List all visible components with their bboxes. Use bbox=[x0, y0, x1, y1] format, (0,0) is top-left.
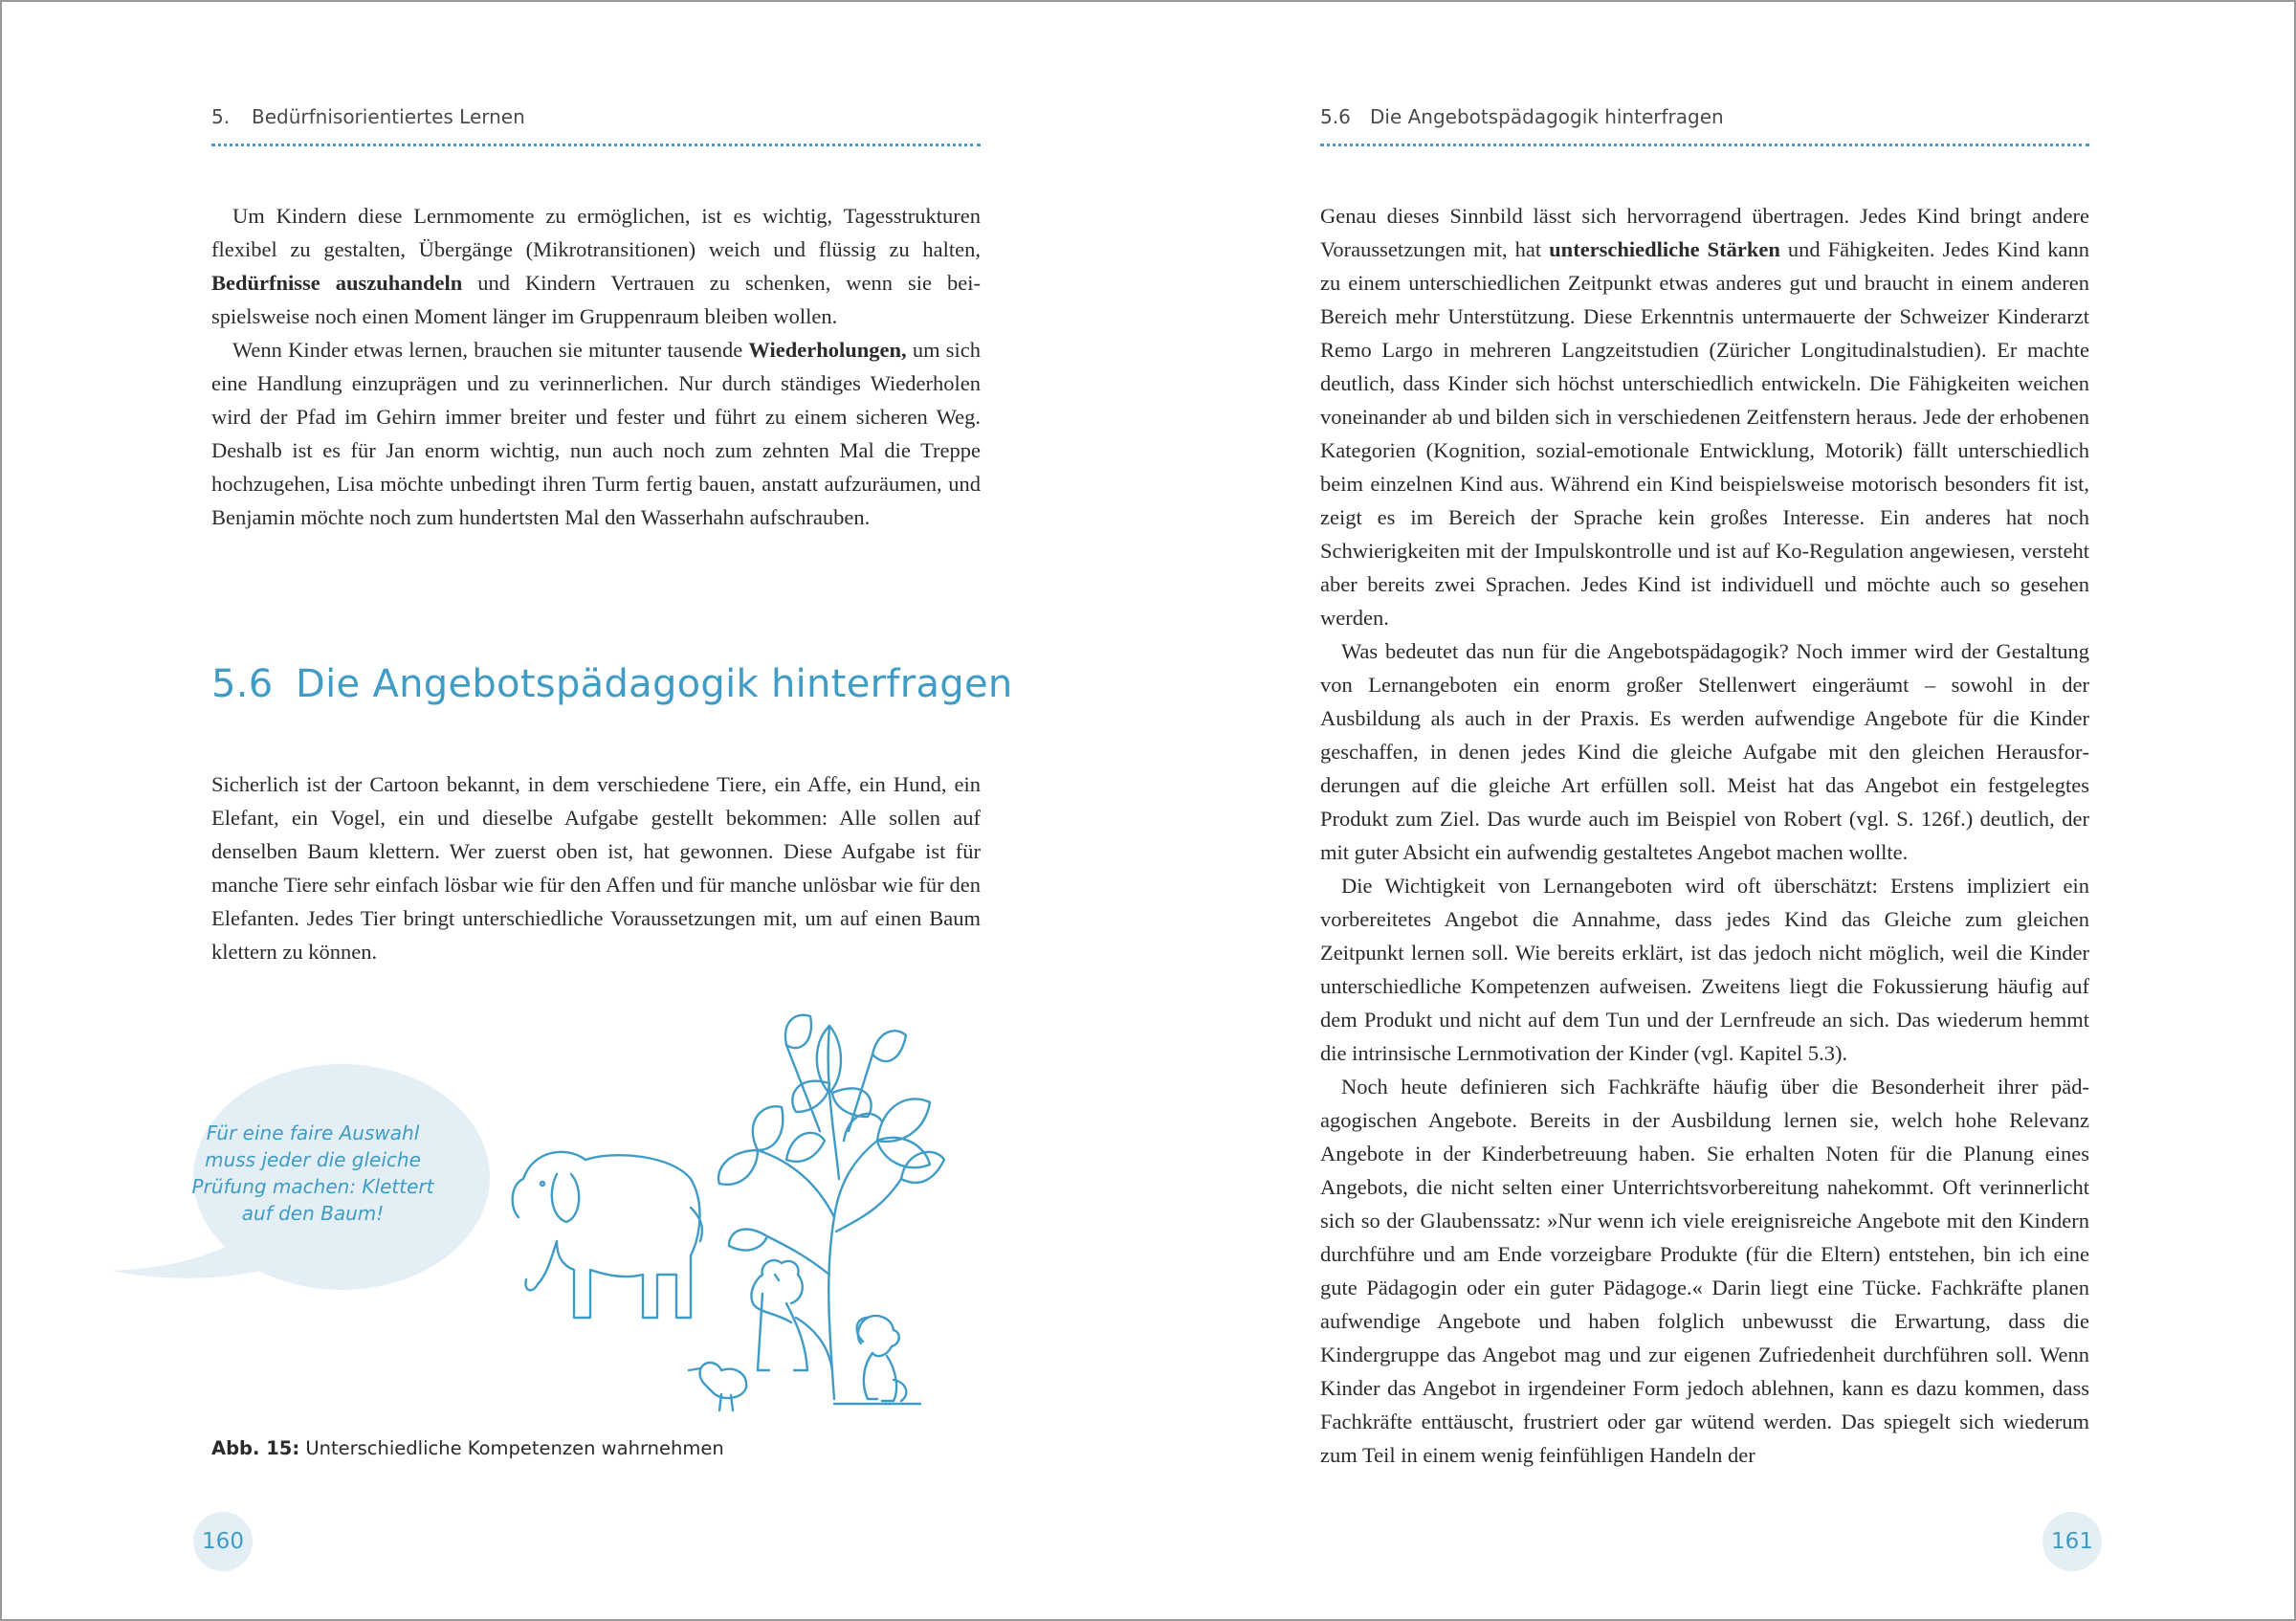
right-header-title: Die Angebotspädagogik hinterfragen bbox=[1370, 105, 1724, 128]
monkey-icon bbox=[751, 1260, 832, 1370]
section-number: 5.6 bbox=[211, 662, 274, 706]
bold-term: Wiederholungen, bbox=[748, 338, 907, 362]
left-body-top bbox=[211, 199, 981, 534]
left-paragraph-3: Sicherlich ist der Cartoon bekannt, in dem verschiedene Tiere, ein Affe, ein Hund, ein Elefant, ein Vogel, ein und dieselbe Aufgabe gestellt bekommen: Alle sollen auf denselben Baum klettern. Wer zuerst oben ist, hat gewonnen. Diese Aufgabe ist für manche Tiere sehr einfach lösbar wie für den Affen und für manche unlösbar wie für den Elefanten. Jedes Tier bringt unterschiedliche Voraussetzungen mit, um auf einen Baum klettern zu können. bbox=[211, 772, 981, 964]
tree-icon bbox=[718, 1015, 944, 1399]
left-body-bottom bbox=[211, 767, 981, 968]
page-number-left: 160 bbox=[193, 1512, 253, 1571]
bold-term: Bedürfnisse auszuhandeln bbox=[211, 271, 463, 295]
left-paragraph-1: Um Kindern diese Lernmomente zu ermöglichen, ist es wichtig, Tagesstrukturen flexibel zu gestalten, Übergänge (Mikrotransitionen) weich und flüssig zu halten, Bedürfnisse auszuhandeln und Kindern Vertrauen zu schenken, wenn sie beispielsweise noch einen Moment länger im Gruppenraum bleiben wollen. bbox=[211, 204, 981, 328]
right-running-header bbox=[1320, 105, 2089, 146]
section-heading bbox=[211, 662, 1013, 706]
right-paragraph-2: Was bedeutet das nun für die Angebotspädagogik? Noch immer wird der Gestaltung von Lernangeboten ein enorm großer Stellenwert eingeräumt – sowohl in der Ausbildung als auch in der Praxis. Es werden aufwendige Angebote für die Kinder geschaffen, in denen jedes Kind die gleiche Aufgabe mit den gleichen Herausforderungen auf die gleiche Art erfüllen soll. Meist hat das Angebot ein festgelegtes Produkt zum Ziel. Das wurde auch im Beispiel von Robert (vgl. S. 126f.) deutlich, der mit guter Absicht ein aufwendig gestaltetes Angebot machen wollte. bbox=[1320, 639, 2089, 864]
left-running-header bbox=[211, 105, 981, 146]
right-header-number: 5.6 bbox=[1320, 105, 1351, 128]
figure-caption bbox=[211, 1437, 724, 1459]
left-header-number: 5. bbox=[211, 105, 231, 128]
right-paragraph-4: Noch heute definieren sich Fachkräfte häufig über die Besonderheit ihrer pädagogischen Angebote. Bereits in der Ausbildung lernen sie, welch hohe Relevanz Angebote in der Kinderbetreuung haben. Sie erhalten Noten für die Planung eines Angebots, die nicht selten einer Unterrichtsvorbereitung nahekommt. Oft verinnerlicht sich so der Glaubenssatz: »Nur wenn ich viele ereignisreiche Angebote mit den Kindern durchführe und am Ende vorzeigbare Produkte (für die Eltern) entstehen, bin ich eine gute Pädagogin oder ein guter Pädagoge.« Darin liegt eine Tücke. Fachkräfte planen aufwendige Angebote und haben folglich unbewusst die Erwartung, dass die Kindergruppe das Angebot mag und zur eigenen Zufriedenheit durchführen soll. Wenn Kinder das Angebot in irgendeiner Form jedoch ablehnen, kann es dazu kommen, dass Fachkräfte enttäuscht, frustriert oder gar wütend werden. Das spiegelt sich wiederum zum Teil in einem wenig feinfühligen Handeln der bbox=[1320, 1075, 2089, 1467]
dog-icon bbox=[834, 1316, 920, 1404]
right-body bbox=[1320, 199, 2089, 1472]
figure-label: Abb. 15: bbox=[211, 1437, 300, 1459]
section-title-text: Die Angebotspädagogik hinterfragen bbox=[296, 662, 1013, 706]
figure-caption-text: Unterschiedliche Kompetenzen wahrnehmen bbox=[299, 1437, 724, 1459]
tree-animals-illustration bbox=[499, 988, 949, 1428]
bird-icon bbox=[689, 1363, 746, 1410]
right-paragraph-1: Genau dieses Sinnbild lässt sich hervorragend übertragen. Jedes Kind bringt andere Voraussetzungen mit, hat unterschiedliche Stärken und Fähigkeiten. Jedes Kind kann zu einem unterschiedlichen Zeitpunkt etwas anderes gut und braucht in einem anderen Bereich mehr Unterstützung. Diese Erkenntnis untermauerte der Schweizer Kinderarzt Remo Largo in mehreren Langzeitstudien (Züricher Longitudinalstudien). Er machte deutlich, dass Kinder sich höchst unterschiedlich entwickeln. Die Fähigkeiten weichen voneinander ab und bilden sich in verschiedenen Zeitfenstern heraus. Jede der erhobenen Kategorien (Kognition, sozial-emotionale Entwicklung, Motorik) fällt unterschiedlich beim einzelnen Kind aus. Während ein Kind beispielsweise motorisch besonders fit ist, zeigt es im Bereich der Sprache kein großes Interesse. Ein anderes hat noch Schwierigkeiten mit der Impulskontrolle und ist auf Ko-Regulation angewiesen, versteht aber bereits zwei Sprachen. Jedes Kind ist individuell und möchte auch so gesehen werden. bbox=[1320, 204, 2089, 630]
page-number-right: 161 bbox=[2042, 1512, 2102, 1571]
left-header-title: Bedürfnisorientiertes Lernen bbox=[252, 105, 525, 128]
speech-bubble-text: Für eine faire Auswahl muss jeder die gleiche Prüfung machen: Klettert auf den Baum! bbox=[191, 1121, 434, 1225]
elephant-icon bbox=[513, 1152, 702, 1318]
right-paragraph-3: Die Wichtigkeit von Lernangeboten wird oft überschätzt: Erstens impliziert ein vorbereitetes Angebot die Annahme, dass jedes Kind das Gleiche zum gleichen Zeitpunkt lernen soll. Wie bereits erklärt, ist das jedoch nicht möglich, weil die Kinder unterschiedliche Kompetenzen aufweisen. Zweitens liegt die Fokussierung häufig auf dem Produkt und nicht auf dem Tun und der Lernfreude an sich. Das wiederum hemmt die intrinsische Lernmotivation der Kinder (vgl. Kapitel 5.3). bbox=[1320, 874, 2089, 1065]
bold-term: unterschiedliche Stärken bbox=[1549, 237, 1780, 261]
left-paragraph-2: Wenn Kinder etwas lernen, brauchen sie mitunter tausende Wiederholungen, um sich eine Handlung einzuprägen und zu verinnerlichen. Nur durch ständiges Wiederholen wird der Pfad im Gehirn immer breiter und fester und führt zu einem sicheren Weg. Deshalb ist es für Jan enorm wichtig, nun auch noch zum zehnten Mal die Treppe hochzugehen, Lisa möchte unbedingt ihren Turm fertig bauen, anstatt aufzuräumen, und Benjamin möchte noch zum hundertsten Mal den Wasserhahn aufschrauben. bbox=[211, 338, 981, 529]
